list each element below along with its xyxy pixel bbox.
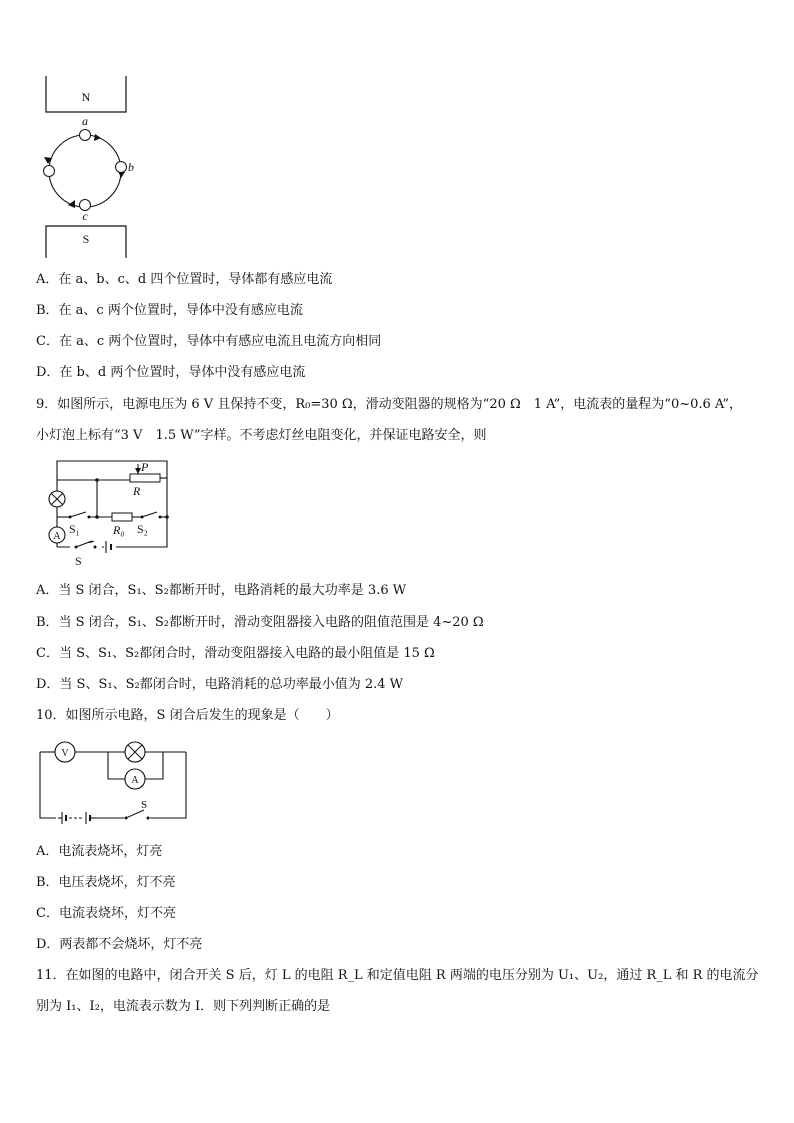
ammeter-label-q10: A	[131, 775, 139, 786]
label-s1: S₁	[69, 522, 80, 536]
q9-stem-line1: 9．如图所示，电源电压为 6 V 且保持不变，R₀=30 Ω，滑动变阻器的规格为“20 Ω 1 A”，电流表的量程为“0~0.6 A”，	[36, 397, 743, 412]
q8-figure	[40, 72, 140, 262]
label-c: c	[82, 209, 88, 223]
q10-option-d: D．两表都不会烧坏，灯不亮	[36, 937, 203, 952]
q11-stem-line1: 11．在如图的电路中，闭合开关 S 后，灯 L 的电阻 R_L 和定值电阻 R 两端的电压分别为 U₁、U₂，通过 R_L 和 R 的电流分	[36, 968, 759, 983]
label-a: a	[82, 114, 88, 128]
q8-option-b: B．在 a、c 两个位置时，导体中没有感应电流	[36, 303, 303, 318]
q10-option-a: A．电流表烧坏，灯亮	[36, 844, 163, 859]
q11-stem-line2: 别为 I₁、I₂，电流表示数为 I．则下列判断正确的是	[36, 999, 331, 1014]
q8-option-a: A．在 a、b、c、d 四个位置时，导体都有感应电流	[36, 272, 333, 287]
label-r0: R₀	[113, 523, 125, 537]
q9-circuit-figure	[40, 455, 175, 570]
q10-option-b: B．电压表烧坏，灯不亮	[36, 875, 176, 890]
q9-option-c: C．当 S、S₁、S₂都闭合时，滑动变阻器接入电路的最小阻值是 15 Ω	[36, 646, 435, 661]
label-r: R	[133, 484, 141, 498]
q9-option-d: D．当 S、S₁、S₂都闭合时，电路消耗的总功率最小值为 2.4 W	[36, 677, 403, 692]
label-b: b	[128, 160, 134, 174]
q9-option-a: A．当 S 闭合，S₁、S₂都断开时，电路消耗的最大功率是 3.6 W	[36, 583, 407, 598]
magnet-n-label: N	[81, 90, 91, 104]
q10-stem: 10．如图所示电路，S 闭合后发生的现象是（ ）	[36, 708, 339, 723]
ammeter-label: A	[53, 531, 61, 542]
q8-option-c: C．在 a、c 两个位置时，导体中有感应电流且电流方向相同	[36, 334, 382, 349]
voltmeter-label: V	[61, 748, 69, 759]
q8-option-d: D．在 b、d 两个位置时，导体中没有感应电流	[36, 365, 306, 380]
q9-stem-line2: 小灯泡上标有“3 V 1.5 W”字样。不考虑灯丝电阻变化，并保证电路安全，则	[36, 428, 487, 443]
label-p: P	[141, 460, 149, 474]
label-s2: S₂	[137, 522, 148, 536]
magnet-s-label: S	[82, 232, 90, 246]
q10-circuit-figure	[38, 738, 188, 830]
label-s-q10: S	[141, 799, 148, 811]
q9-option-b: B．当 S 闭合，S₁、S₂都断开时，滑动变阻器接入电路的阻值范围是 4~20 Ω	[36, 615, 484, 630]
q10-option-c: C．电流表烧坏，灯不亮	[36, 906, 176, 921]
label-s: S	[75, 554, 82, 568]
